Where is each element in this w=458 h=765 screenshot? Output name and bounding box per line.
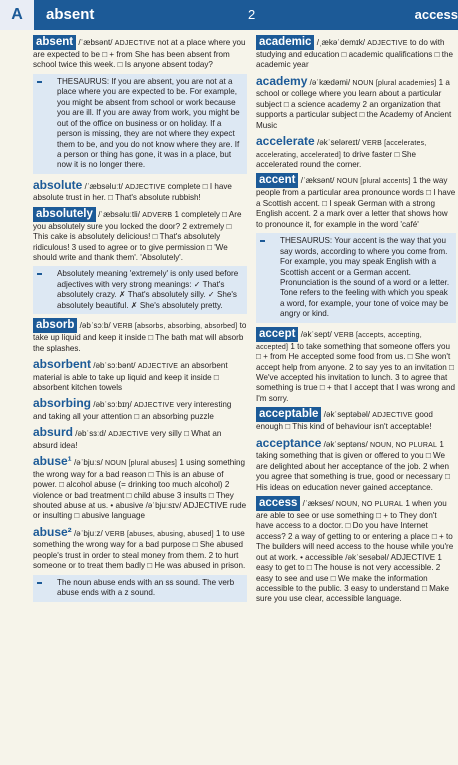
definition: to do with studying and education □ academic qualifications □ the academic year bbox=[256, 38, 453, 70]
entry-absolutely bbox=[33, 207, 247, 264]
right-column bbox=[256, 35, 456, 765]
page-number: 2 bbox=[248, 7, 256, 22]
pronunciation: /ˈæksənt/ bbox=[300, 176, 335, 186]
headword: absorbing bbox=[33, 396, 92, 411]
entry-acceptance bbox=[256, 436, 456, 493]
thesaurus-note bbox=[256, 233, 456, 323]
pronunciation: /əkˈseləreɪt/ bbox=[316, 138, 360, 148]
entry-absorbing bbox=[33, 396, 247, 422]
pronunciation: /əbˈsɔːb/ bbox=[79, 321, 111, 331]
entry-acceptable bbox=[256, 407, 456, 432]
pronunciation: /əkˈseptəbəl/ bbox=[323, 410, 371, 420]
entry-absent bbox=[33, 35, 247, 71]
entry-accent bbox=[256, 173, 456, 230]
definition: complete □ I have absolute trust in her. □ That's absolute rubbish! bbox=[33, 181, 232, 203]
part-of-speech: ADJECTIVE bbox=[372, 412, 413, 420]
part-of-speech: NOUN [plural accents] bbox=[336, 178, 411, 186]
part-of-speech: VERB [absorbs, absorbing, absorbed] bbox=[112, 323, 238, 331]
definition: to take up liquid and keep it inside □ The bath mat will absorb the splashes. bbox=[33, 321, 247, 353]
entry-academy bbox=[256, 74, 456, 131]
entry-absorbent bbox=[33, 357, 247, 393]
part-of-speech: VERB [abuses, abusing, abused] bbox=[104, 530, 214, 538]
definition: 1 a school or college where you learn about a particular subject □ a science academy 2 an organization that supports a particular subject □ the Academy of Ancient Music bbox=[256, 77, 452, 130]
pronunciation: /əbˈsɔːbənt/ bbox=[93, 361, 136, 371]
definition: very interesting and taking all your attention □ an absorbing puzzle bbox=[33, 400, 232, 421]
part-of-speech: ADJECTIVE bbox=[125, 183, 166, 191]
headword: acceptable bbox=[256, 407, 321, 422]
pronunciation: /əkˈseptəns/ bbox=[323, 439, 368, 449]
headword: abuse¹ bbox=[33, 454, 72, 469]
first-headword: absent bbox=[46, 6, 95, 23]
definition: to drive faster □ She accelerated round the corner. bbox=[256, 149, 417, 169]
examples: □ + from She has been absent from school twice this week. □ Is anyone absent today? bbox=[33, 50, 230, 70]
part-of-speech: ADJECTIVE bbox=[367, 40, 408, 47]
part-of-speech: NOUN, NO PLURAL bbox=[369, 441, 438, 449]
pronunciation: /ˌækəˈdemɪk/ bbox=[316, 38, 365, 47]
pronunciation: /ˈæbsəluːtli/ bbox=[98, 209, 140, 219]
part-of-speech: VERB [accelerates, accelerating, accelerated] bbox=[256, 140, 427, 159]
headword: access bbox=[256, 496, 300, 511]
pronunciation: /ˈæbsənt/ bbox=[78, 38, 113, 47]
part-of-speech: ADJECTIVE bbox=[133, 402, 175, 410]
definition: 1 when you are able to see or use something □ + to They don't have access to a doctor. □ Do you have Internet access? 2 a way of getting to or entering a place □ + to The builders will need access to the house while you're out at work. • accessible /əkˈsesəbəl/ ADJECTIVE 1 easy to get to □ The house is not very accessible. 2 easy to see and use □ We make the information accessible to the public. 3 easy to understand □ Make sure you use clear, accessible language. bbox=[256, 498, 454, 604]
definition: an absorbent material is able to take up liquid and keep it inside □ absorbent kitchen towels bbox=[33, 361, 228, 392]
headword: accelerate bbox=[256, 134, 315, 149]
pronunciation: /əbˈsɔːbɪŋ/ bbox=[93, 400, 132, 410]
headword: absent bbox=[33, 35, 76, 50]
definition: good enough □ This kind of behaviour isn't acceptable! bbox=[256, 410, 433, 432]
headword: academic bbox=[256, 35, 314, 50]
definition: 1 taking something that is given or offered to you □ We are delighted about her acceptance of the job. 2 when you agree that something is true, good or necessary □ His ideas on education never gained acceptance. bbox=[256, 439, 450, 492]
headword: acceptance bbox=[256, 435, 322, 450]
definition: 1 using something the wrong way for a bad reason □ This is an abuse of power. □ alcohol abuse (= drinking too much alcohol) 2 violence or bad treatment □ child abuse 3 insults □ They shouted abuse at us. • abusive /əˈbjuːsɪv/ ADJECTIVE rude or insulting □ abusive language bbox=[33, 458, 247, 521]
note-text: THESAURUS: Your accent is the way that you say words, according to where you come from. For example, you may speak English with a Scottish accent or a German accent. Pronunciation is the sound of a word or a letter. Tone refers to the feeling with which you speak a word, for example, your tone of voice may be angry or kind. bbox=[280, 236, 450, 319]
entry-accelerate bbox=[256, 134, 456, 170]
pronunciation: /əˈbjuːs/ bbox=[73, 458, 103, 468]
entry-academic bbox=[256, 35, 456, 71]
headword: accept bbox=[256, 327, 298, 342]
definition: very silly □ What an absurd idea! bbox=[33, 429, 222, 450]
pronunciation: /ˈækses/ bbox=[302, 498, 334, 508]
definition: 1 the way people from a particular area pronounce words □ I have a Scottish accent. □ I speak German with a strong English accent. 2 a mark over a letter that shows how to pronounce it, for example in the word 'café' bbox=[256, 176, 456, 229]
pronunciation: /ˈæbsəluːt/ bbox=[84, 181, 123, 191]
entry-accept bbox=[256, 327, 456, 405]
pronunciation: /əbˈsɜːd/ bbox=[75, 429, 106, 439]
thesaurus-note bbox=[33, 74, 247, 174]
headword: abuse² bbox=[33, 524, 72, 539]
page-header bbox=[0, 0, 458, 30]
entry-access bbox=[256, 496, 456, 605]
entry-absorb bbox=[33, 318, 247, 354]
headword: absolute bbox=[33, 177, 83, 192]
part-of-speech: NOUN, NO PLURAL bbox=[335, 500, 404, 508]
definition: 1 to use something the wrong way for a bad purpose □ She abused people's trust in order to steal money from them. 2 to hurt someone or to treat them badly □ He was abused in prison. bbox=[33, 528, 246, 571]
entry-absolute bbox=[33, 178, 247, 204]
note-text: Absolutely meaning 'extremely' is only used before adjectives with very strong meanings: ✓ That's absolutely crazy. ✗ That's absolutely silly. ✓ She's absolutely beautiful. ✗ She's absolutely pretty. bbox=[57, 269, 239, 310]
pronunciation-note bbox=[33, 575, 247, 602]
definition: 1 to take something that someone offers you □ + from He accepted some food from us. □ She won't accept help from anyone. 2 to say yes to an invitation □ We've accepted his invitation to lunch. 3 to agree that something is true □ + that I accept that I was wrong and I'm sorry. bbox=[256, 341, 456, 403]
last-headword: access bbox=[414, 7, 458, 22]
definition: not at a place where you are expected to be bbox=[33, 38, 246, 59]
usage-note bbox=[33, 266, 247, 314]
part-of-speech: ADVERB bbox=[142, 211, 173, 219]
definition: 1 completely □ Are you absolutely sure you locked the door? 2 extremely □ This cake is absolutely delicious! □ That's absolutely ridiculous! 3 used to agree or to give permission □ 'We should write and thank them'. 'Absolutely'. bbox=[33, 209, 242, 263]
pronunciation: /əˈkædəmi/ bbox=[309, 77, 351, 87]
pronunciation: /əkˈsept/ bbox=[300, 329, 332, 339]
headword: absurd bbox=[33, 425, 74, 440]
entry-abuse-noun bbox=[33, 454, 247, 522]
part-of-speech: ADJECTIVE bbox=[108, 431, 149, 439]
headword: absorbent bbox=[33, 357, 92, 372]
part-of-speech: ADJECTIVE bbox=[137, 363, 179, 371]
headword: absolutely bbox=[33, 207, 96, 222]
section-letter: A bbox=[0, 0, 34, 30]
entry-abuse-verb bbox=[33, 525, 247, 572]
part-of-speech: ADJECTIVE bbox=[114, 40, 156, 47]
note-text: THESAURUS: If you are absent, you are not at a place where you are expected to be. For example, you might be absent from school or work because you are ill. If you are away from work, you might be out of the office on business or on holiday. If a person is missing, they are not where they expect them to be, and you do not know where they are. If a person or thing has gone, it was in a place, but now it is no longer there. bbox=[57, 76, 240, 170]
left-column bbox=[33, 35, 247, 765]
headword: academy bbox=[256, 73, 308, 88]
headword: accent bbox=[256, 173, 298, 188]
note-text: The noun abuse ends with an ss sound. The verb abuse ends with a z sound. bbox=[57, 577, 235, 598]
entry-absurd bbox=[33, 425, 247, 451]
part-of-speech: VERB [accepts, accepting, accepted] bbox=[256, 331, 422, 351]
part-of-speech: NOUN [plural abuses] bbox=[104, 460, 178, 468]
pronunciation: /əˈbjuːz/ bbox=[73, 528, 103, 538]
headword: absorb bbox=[33, 318, 77, 333]
part-of-speech: NOUN [plural academies] bbox=[352, 79, 437, 87]
